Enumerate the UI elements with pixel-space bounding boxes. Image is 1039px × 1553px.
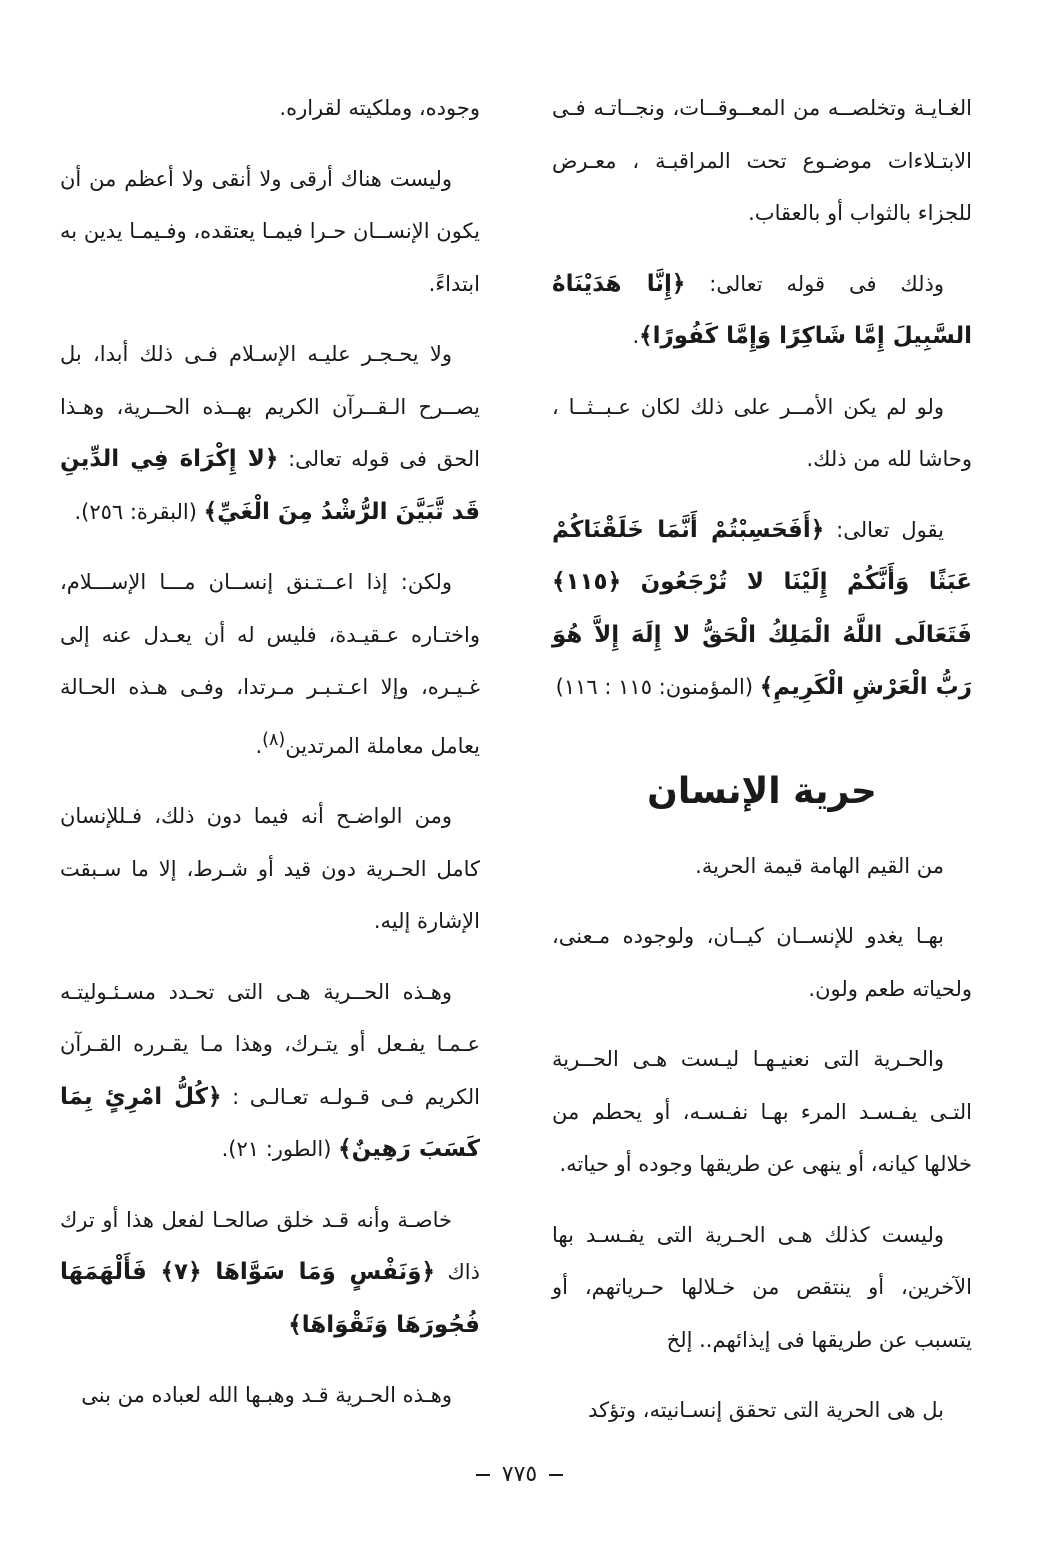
quran-verse: ﴿وَنَفْسٍ وَمَا سَوَّاهَا ﴿٧﴾ فَأَلْهَمَهَا فُجُورَهَا وَتَقْوَاهَا﴾ — [60, 1259, 480, 1338]
quran-verse: ﴿أَفَحَسِبْتُمْ أَنَّمَا خَلَقْنَاكُمْ عَبَثًا وَأَنَّكُمْ إِلَيْنَا لا تُرْجَعُونَ ﴿١١٥﴾ فَتَعَالَى اللَّهُ الْمَلِكُ الْحَقُّ لا إِلَهَ إِلاَّ هُوَ رَبُّ الْعَرْشِ الْكَرِيمِ﴾ — [552, 516, 972, 700]
paragraph-with-verse — [60, 1194, 480, 1352]
paragraph: وهـذه الحـرية قـد وهبـها الله لعباده من بنى — [81, 1383, 452, 1407]
paragraph: ومن الواضـح أنه فيما دون ذلك، فـللإنسان كامل الحـرية دون قيد أو شـرط، إلا ما سـبقت الإشارة إليه. — [60, 804, 480, 933]
left-column — [60, 82, 480, 1440]
paragraph-text: يقول تعالى: — [836, 517, 944, 542]
paragraph-with-verse — [60, 966, 480, 1176]
paragraph-with-verse — [552, 504, 972, 714]
paragraph-with-verse — [552, 258, 972, 363]
paragraph: بل هى الحرية التى تحقق إنسـانيته، وتؤكد — [588, 1398, 944, 1422]
quran-verse: ﴿كُلُّ امْرِئٍ بِمَا كَسَبَ رَهِينٌ﴾ — [60, 1083, 480, 1162]
dash-divider — [476, 1474, 490, 1476]
section-title: حرية الإنسان — [647, 770, 877, 812]
page-number — [0, 1460, 1039, 1490]
paragraph: الغـايـة وتخلصــه من المعــوقــات، ونجــاتـه فـى الابتـلاءات موضـوع تحت المراقبـة ، معـرض للجزاء بالثواب أو بالعقاب. — [552, 96, 972, 225]
paragraph-text: وذلك فى قوله تعالى: — [709, 271, 944, 296]
paragraph-with-verse — [60, 328, 480, 538]
paragraph-text: ولكن: إذا اعــتـنق إنســان مـــا الإســـلام، واختـاره عـقيـدة، فليس له أن يعـدل عنه إلى غـيـره، وإلا اعـتـبـر مـرتدا، وفـى هـذه الحـالة يعامل معاملة المرتدين — [60, 570, 480, 758]
paragraph: وليست كذلك هـى الحـرية التى يفـسـد بها الآخرين، أو ينتقص من خـلالها حـرياتهم، أو يتسبب عن طريقها فى إيذائهم.. إلخ — [552, 1222, 972, 1352]
dash-divider — [549, 1474, 563, 1476]
page-number-text: ٧٧٥ — [501, 1462, 538, 1487]
paragraph-end: . — [632, 324, 640, 348]
verse-reference: (المؤمنون: ١١٥ : ١١٦) — [555, 675, 754, 699]
paragraph-with-footnote — [60, 556, 480, 772]
paragraph-end: . — [255, 733, 263, 758]
paragraph: من القيم الهامة قيمة الحرية. — [695, 853, 944, 878]
paragraph: ولو لم يكن الأمــر على ذلك لكان عـبــثــا ، وحاشا لله من ذلك. — [552, 394, 972, 471]
right-column — [552, 82, 972, 1455]
verse-reference: (الطور: ٢١). — [221, 1137, 332, 1161]
paragraph-text: ولا يحـجـر عليـه الإسـلام فـى ذلك أبدا، بل يصــرح الـقــرآن الكريم بهــذه الحــرية، وهـذا الحق فى قوله تعالى: — [60, 342, 481, 471]
verse-reference: (البقرة: ٢٥٦). — [74, 499, 197, 524]
footnote-marker: (٨) — [262, 729, 286, 750]
paragraph: وجوده، وملكيته لقراره. — [279, 96, 480, 120]
paragraph-text: وهـذه الحــرية هـى التى تحـدد مسـئـوليتـه عـمـا يفـعل أو يتـرك، وهذا مـا يقـرره القـرآن الكريم فـى قـولـه تعـالـى : — [60, 979, 480, 1109]
paragraph-text: خاصـة وأنه قـد خلق صالحـا لفعل هذا أو ترك ذاك — [60, 1207, 480, 1284]
quran-verse: ﴿إِنَّا هَدَيْنَاهُ السَّبِيلَ إِمَّا شَاكِرًا وَإِمَّا كَفُورًا﴾ — [552, 270, 972, 349]
paragraph: وليست هناك أرقى ولا أنقى ولا أعظم من أن يكون الإنســان حـرا فيمـا يعتقده، وفـيمـا يدين به ابتداءً. — [60, 166, 480, 296]
quran-verse: ﴿لا إِكْرَاهَ فِي الدِّينِ قَد تَّبَيَّنَ الرُّشْدُ مِنَ الْغَيِّ﴾ — [60, 446, 480, 525]
paragraph: بهـا يغدو للإنســان كيــان، ولوجوده مـعنى، ولحياته طعم ولون. — [552, 924, 972, 1001]
paragraph: والحـرية التى نعنيـهـا ليـست هـى الحــرية التـى يفـسـد المرء بهـا نفـسـه، أو يحطم من خلالها كيانه، أو ينهى عن طريقها وجوده أو حياته. — [552, 1047, 972, 1176]
